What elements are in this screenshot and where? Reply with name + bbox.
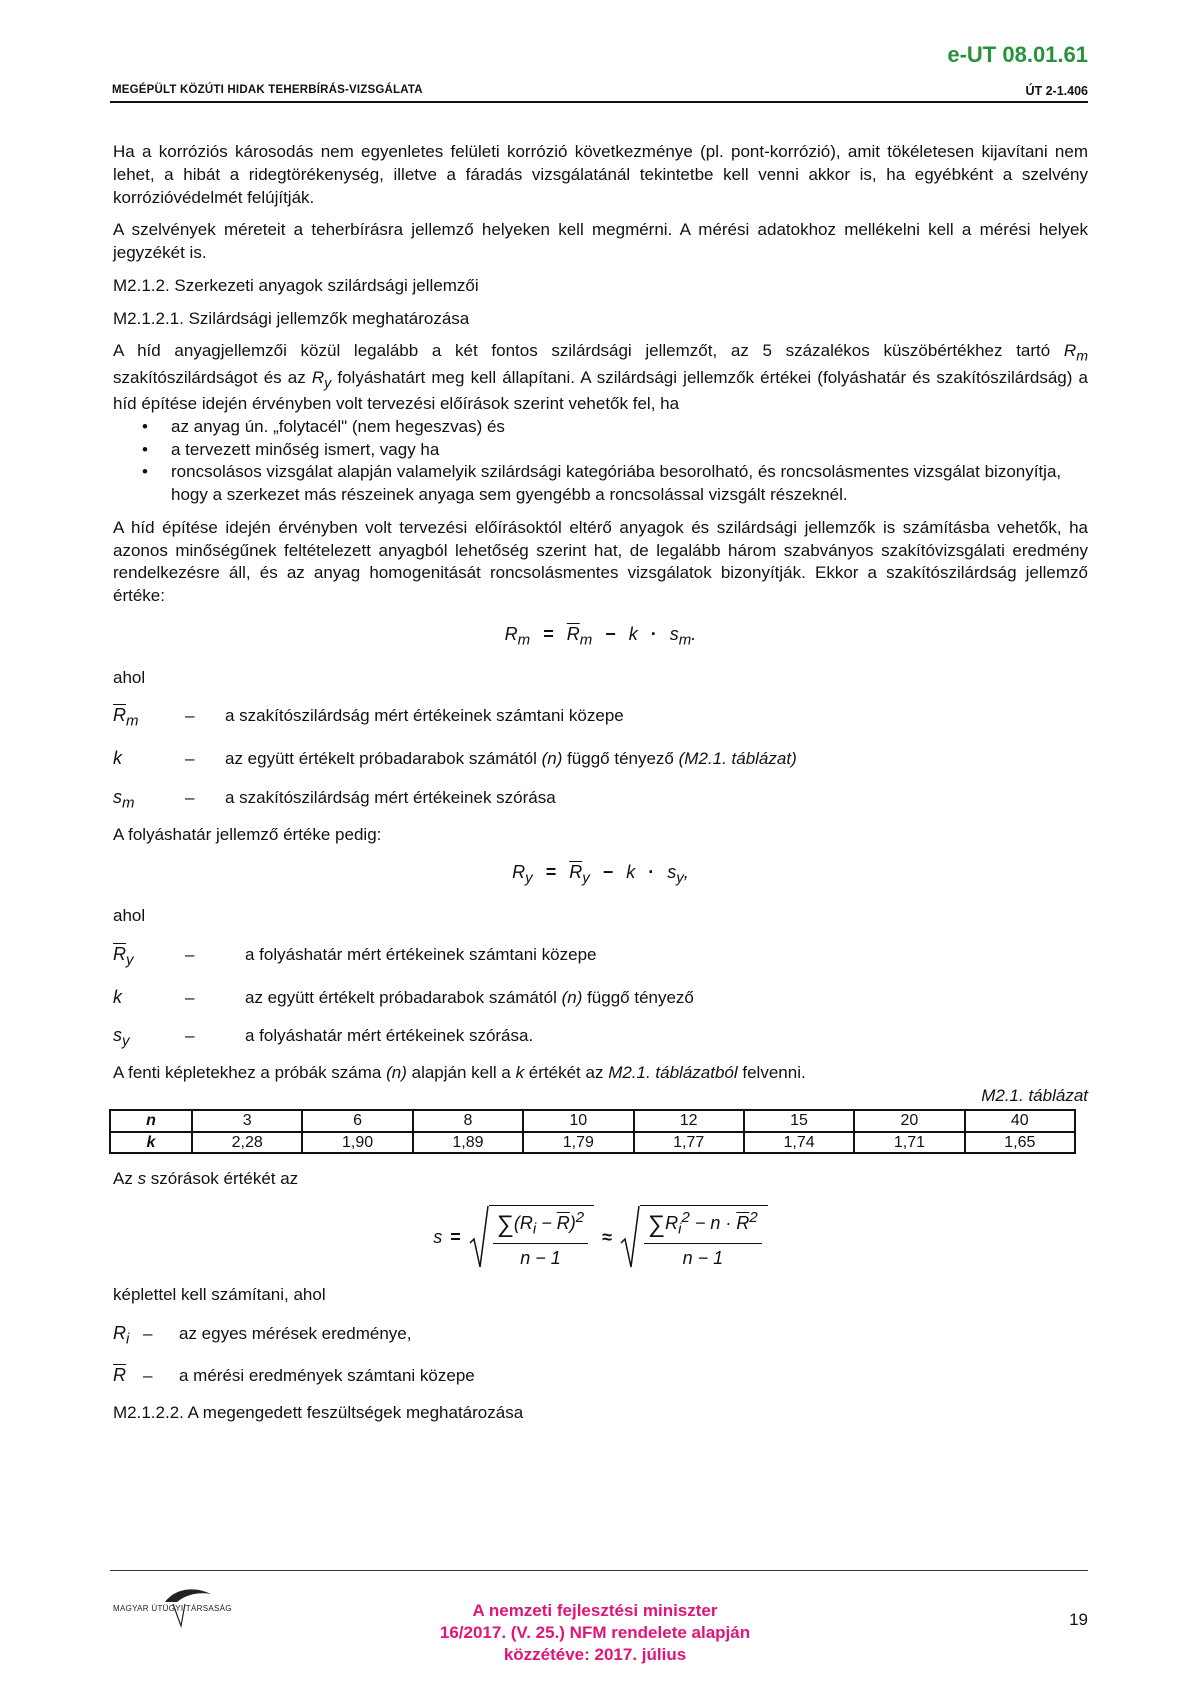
condition-list bbox=[113, 416, 1088, 507]
formula-ry: $R_y = \overline{R}_y - k \cdot s_y$, bbox=[512, 862, 689, 887]
table-row-header: k bbox=[110, 1132, 192, 1153]
table-caption: M2.1. táblázat bbox=[981, 1085, 1088, 1105]
table-cell: 1,90 bbox=[302, 1132, 412, 1153]
page-number: 19 bbox=[1069, 1610, 1088, 1629]
main-content bbox=[113, 141, 1088, 1425]
paragraph-std-dev-intro: Az s szórások értékét az bbox=[113, 1168, 299, 1188]
table-cell: 1,77 bbox=[634, 1132, 744, 1153]
paragraph-measurements: A szelvények méreteit a teherbírásra jellemző helyeken kell megmérni. A mérési adatokhoz mellékelni kell a mérési helyek jegyzékét is. bbox=[113, 220, 1088, 263]
footer-rule bbox=[110, 1570, 1088, 1571]
paragraph-yield-intro: A folyáshatár jellemző értéke pedig: bbox=[113, 824, 382, 844]
where-label: ahol bbox=[113, 906, 146, 926]
table-cell: 1,65 bbox=[965, 1132, 1075, 1153]
sqrt-sign: $\frac{\sum(R_i - \overline{R})^2}{n - 1}$ bbox=[469, 1205, 594, 1270]
logo-text: MAGYAR ÚTÜGYI TÁRSASÁG bbox=[113, 1604, 232, 1613]
definition-ri: $R_i$ – az egyes mérések eredménye, bbox=[113, 1322, 412, 1348]
symbol-ry: $R_y$ bbox=[311, 367, 332, 392]
table-row-k bbox=[110, 1132, 1075, 1153]
table-cell: 1,71 bbox=[854, 1132, 964, 1153]
table-cell: 2,28 bbox=[192, 1132, 302, 1153]
running-header-title: MEGÉPÜLT KÖZÚTI HIDAK TEHERBÍRÁS-VIZSGÁLATA bbox=[112, 84, 423, 96]
definition-rm-mean: $\overline{R}_m$ – a szakítószilárdság mért értékeinek számtani közepe bbox=[113, 705, 624, 731]
table-cell: 1,79 bbox=[523, 1132, 633, 1153]
definition-ry-mean: $\overline{R}_y$ – a folyáshatár mért értékeinek számtani közepe bbox=[113, 943, 597, 969]
definition-k2: k – az együtt értékelt próbadarabok számától (n) függő tényező bbox=[113, 986, 694, 1007]
definition-k: k – az együtt értékelt próbadarabok számától (n) függő tényező (M2.1. táblázat) bbox=[113, 748, 797, 769]
table-row-n bbox=[110, 1110, 1075, 1131]
table-cell: 40 bbox=[965, 1110, 1075, 1131]
definition-r-mean: $\overline{R}$ – a mérési eredmények számtani közepe bbox=[113, 1365, 475, 1386]
paragraph-table-reference: A fenti képletekhez a próbák száma (n) alapján kell a k értékét az M2.1. táblázatból felvenni. bbox=[113, 1062, 806, 1082]
table-cell: 8 bbox=[413, 1110, 523, 1131]
definition-sm: $s_m$ – a szakítószilárdság mért értékeinek szórása bbox=[113, 786, 556, 812]
list-item: • az anyag ún. „folytacél" (nem hegeszvas) és bbox=[113, 416, 1088, 439]
formula-std-dev: s = $\frac{\sum(R_i - \overline{R})^2}{n - 1}$ ≈ $\frac{\sum R_i^2 - n \cdot \overline{R}^2}{n - 1}$ bbox=[113, 1205, 1088, 1270]
where-label: ahol bbox=[113, 667, 146, 687]
paragraph-corrosion: Ha a korróziós károsodás nem egyenletes felületi korrózió következménye (pl. pont-korrózió), amit tökéletesen kijavítani nem lehet, a hibát a ridegtörékenység, illetve a fáradás vizsgálatánál tekintetbe kell venni akkor is, ha egyébként a szelvény korrózióvédelmét felújítják. bbox=[113, 142, 1088, 207]
paragraph-alternative-materials: A híd építése idején érvényben volt tervezési előírásoktól eltérő anyagok és szilárdsági jellemzők is számításba vehetők, ha azonos minőségűnek feltételezett anyagból lehetőség szerint hat, de legalább három szabványos szakítóvizsgálati eredmény rendelkezésre áll, és az anyag homogenitását roncsolásmentes vizsgálatok bizonyítják. Ekkor a szakítószilárdság jellemző értéke: bbox=[113, 517, 1088, 606]
table-row-header: n bbox=[110, 1110, 192, 1131]
list-item: • a tervezett minőség ismert, vagy ha bbox=[113, 439, 1088, 462]
k-factor-table bbox=[109, 1109, 1076, 1153]
table-cell: 12 bbox=[634, 1110, 744, 1131]
paragraph-strength-properties: A híd anyagjellemzői közül legalább a két fontos szilárdsági jellemzőt, az 5 százalékos küszöbértékhez tartó $R_m$ szakítószilárdságot és az $R_y$ folyáshatárt meg kell állapítani. A szilárdsági jellemzők értékei (folyáshatár és szakítószilárdság) a híd építése idején érvényben volt tervezési előírások szerint vehetők fel, ha bbox=[113, 341, 1088, 414]
definition-sy: $s_y$ – a folyáshatár mért értékeinek szórása. bbox=[113, 1025, 534, 1050]
table-cell: 20 bbox=[854, 1110, 964, 1131]
header-rule bbox=[110, 101, 1088, 103]
formula-rm: $R_m = \overline{R}_m - k \cdot s_m$. bbox=[504, 624, 697, 649]
table-cell: 10 bbox=[523, 1110, 633, 1131]
section-heading-strength: M2.1.2.1. Szilárdsági jellemzők meghatározása bbox=[113, 308, 470, 328]
document-code: e-UT 08.01.61 bbox=[947, 42, 1088, 67]
sqrt-sign: $\frac{\sum R_i^2 - n \cdot \overline{R}^2}{n - 1}$ bbox=[620, 1205, 768, 1270]
section-heading-materials: M2.1.2. Szerkezeti anyagok szilárdsági jellemzői bbox=[113, 275, 479, 295]
table-cell: 1,74 bbox=[744, 1132, 854, 1153]
table-cell: 3 bbox=[192, 1110, 302, 1131]
symbol-rm: $R_m$ bbox=[1063, 341, 1088, 365]
table-cell: 6 bbox=[302, 1110, 412, 1131]
running-header-ref: ÚT 2-1.406 bbox=[1025, 84, 1088, 98]
table-cell: 15 bbox=[744, 1110, 854, 1131]
footer-publication-note: A nemzeti fejlesztési miniszter 16/2017. (V. 25.) NFM rendelete alapján közzétéve: 2017. július bbox=[439, 1601, 751, 1664]
paragraph-formula-where: képlettel kell számítani, ahol bbox=[113, 1284, 326, 1304]
list-item: • roncsolásos vizsgálat alapján valamelyik szilárdsági kategóriába besorolható, és roncsolásmentes vizsgálat bizonyítja, hogy a szerkezet más részeinek anyaga sem gyengébb a roncsolással vizsgált részeknél. bbox=[113, 461, 1088, 507]
section-heading-allowable-stress: M2.1.2.2. A megengedett feszültségek meghatározása bbox=[113, 1403, 524, 1423]
table-cell: 1,89 bbox=[413, 1132, 523, 1153]
